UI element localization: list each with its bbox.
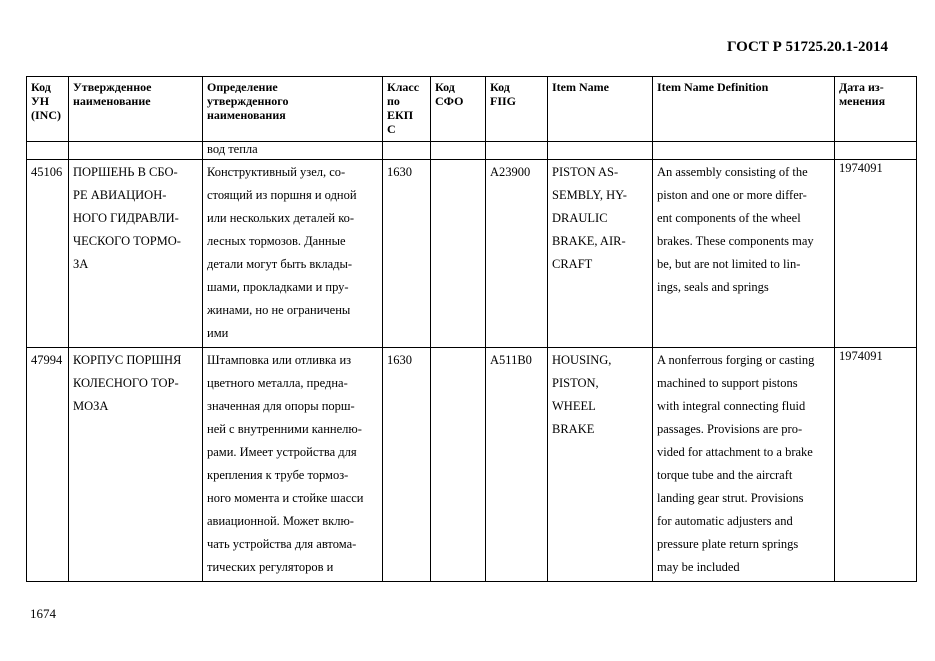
text-line: УН — [31, 94, 50, 108]
text-line: An assembly consisting of the — [657, 165, 808, 179]
cell-definition — [203, 348, 383, 582]
text-line: FIIG — [490, 94, 517, 108]
text-line: may be included — [657, 560, 740, 574]
header-row — [27, 77, 917, 142]
col-header-inc — [27, 77, 69, 142]
cell-class: 1630 — [383, 160, 431, 348]
text-line: brakes. These components may — [657, 234, 814, 248]
cell-sfo — [431, 160, 486, 348]
text-line: утвержденного — [207, 94, 289, 108]
text-line: be, but are not limited to lin- — [657, 257, 801, 271]
col-header-item-def — [653, 77, 835, 142]
text-line: landing gear strut. Provisions — [657, 491, 804, 505]
text-line: Дата из- — [839, 80, 884, 94]
cell-name — [69, 160, 203, 348]
text-line: РЕ АВИАЦИОН- — [73, 188, 167, 202]
text-line: ЕКП — [387, 108, 414, 122]
text-line: или нескольких деталей ко- — [207, 211, 355, 225]
text-line: КОЛЕСНОГО ТОР- — [73, 376, 179, 390]
text-line: machined to support pistons — [657, 376, 798, 390]
text-line: МОЗА — [73, 399, 109, 413]
text-line: наименование — [73, 94, 151, 108]
cell-fiig: A23900 — [486, 160, 548, 348]
cell-item-name — [548, 160, 653, 348]
text-line: with integral connecting fluid — [657, 399, 806, 413]
text-line: Код — [490, 80, 510, 94]
text-line: Штамповка или отливка из — [207, 353, 352, 367]
text-line: СФО — [435, 94, 464, 108]
text-line: детали могут быть вклады- — [207, 257, 353, 271]
cell-name — [69, 348, 203, 582]
text-line: цветного металла, предна- — [207, 376, 348, 390]
text-line: КОРПУС ПОРШНЯ — [73, 353, 182, 367]
text-line: ней с внутренними каннелю- — [207, 422, 362, 436]
text-line: Конструктивный узел, со- — [207, 165, 346, 179]
text-line: тических регуляторов и — [207, 560, 334, 574]
text-line: ЧЕСКОГО ТОРМО- — [73, 234, 181, 248]
text-line: Код — [31, 80, 51, 94]
text-line: менения — [839, 94, 886, 108]
text-line: Код — [435, 80, 455, 94]
text-line: HOUSING, — [552, 353, 612, 367]
col-header-item-name — [548, 77, 653, 142]
col-header-date — [835, 77, 917, 142]
text-line: WHEEL — [552, 399, 596, 413]
text-line: DRAULIC — [552, 211, 608, 225]
text-line: ЗА — [73, 257, 89, 271]
text-line: чать устройства для автома- — [207, 537, 357, 551]
cell-date: 1974091 — [835, 348, 917, 582]
text-line: стоящий из поршня и одной — [207, 188, 357, 202]
table-row — [27, 348, 917, 582]
cell-date: 1974091 — [835, 160, 917, 348]
text-line: С — [387, 122, 396, 136]
text-line: значенная для опоры порш- — [207, 399, 355, 413]
text-line: CRAFT — [552, 257, 593, 271]
text-line: BRAKE — [552, 422, 595, 436]
text-line: ent components of the wheel — [657, 211, 801, 225]
text-line: жинами, но не ограничены — [207, 303, 351, 317]
col-header-definition — [203, 77, 383, 142]
cell-inc: 45106 — [27, 160, 69, 348]
page-number: 1674 — [30, 606, 56, 621]
cell-class: 1630 — [383, 348, 431, 582]
text-line: ими — [207, 326, 229, 340]
text-line: авиационной. Может вклю- — [207, 514, 354, 528]
text-line: рами. Имеет устройства для — [207, 445, 357, 459]
document-code: ГОСТ Р 51725.20.1-2014 — [726, 39, 888, 55]
text-line: крепления к трубе тормоз- — [207, 468, 349, 482]
col-header-class — [383, 77, 431, 142]
text-line: Класс — [387, 80, 420, 94]
text-line: лесных тормозов. Данные — [207, 234, 346, 248]
text-line: ного момента и стойке шасси — [207, 491, 364, 505]
text-line: PISTON, — [552, 376, 599, 390]
text-line: for automatic adjusters and — [657, 514, 793, 528]
text-line: наименования — [207, 108, 286, 122]
col-header-fiig — [486, 77, 548, 142]
cell-definition — [203, 160, 383, 348]
continuation-row — [27, 142, 917, 160]
text-line: по — [387, 94, 400, 108]
text-line: vided for attachment to a brake — [657, 445, 813, 459]
continuation-definition: вод тепла — [203, 142, 383, 160]
text-line: piston and one or more differ- — [657, 188, 807, 202]
text-line: ПОРШЕНЬ В СБО- — [73, 165, 178, 179]
text-line: SEMBLY, HY- — [552, 188, 627, 202]
text-line: Утвержденное — [73, 80, 152, 94]
text-line: BRAKE, AIR- — [552, 234, 626, 248]
col-header-sfo — [431, 77, 486, 142]
text-line: PISTON AS- — [552, 165, 619, 179]
cell-item-def — [653, 160, 835, 348]
text-line: Определение — [207, 80, 278, 94]
text-line: pressure plate return springs — [657, 537, 799, 551]
nomenclature-table — [26, 76, 917, 582]
text-line: ings, seals and springs — [657, 280, 769, 294]
text-line: passages. Provisions are pro- — [657, 422, 803, 436]
text-line: шами, прокладками и пру- — [207, 280, 349, 294]
cell-sfo — [431, 348, 486, 582]
text-line: A nonferrous forging or casting — [657, 353, 815, 367]
cell-inc: 47994 — [27, 348, 69, 582]
cell-fiig: A511B0 — [486, 348, 548, 582]
cell-item-name — [548, 348, 653, 582]
table-row — [27, 160, 917, 348]
text-line: (INC) — [31, 108, 61, 122]
col-header-name — [69, 77, 203, 142]
text-line: Item Name Definition — [657, 80, 769, 94]
text-line: torque tube and the aircraft — [657, 468, 793, 482]
cell-item-def — [653, 348, 835, 582]
text-line: НОГО ГИДРАВЛИ- — [73, 211, 179, 225]
text-line: Item Name — [552, 80, 609, 94]
